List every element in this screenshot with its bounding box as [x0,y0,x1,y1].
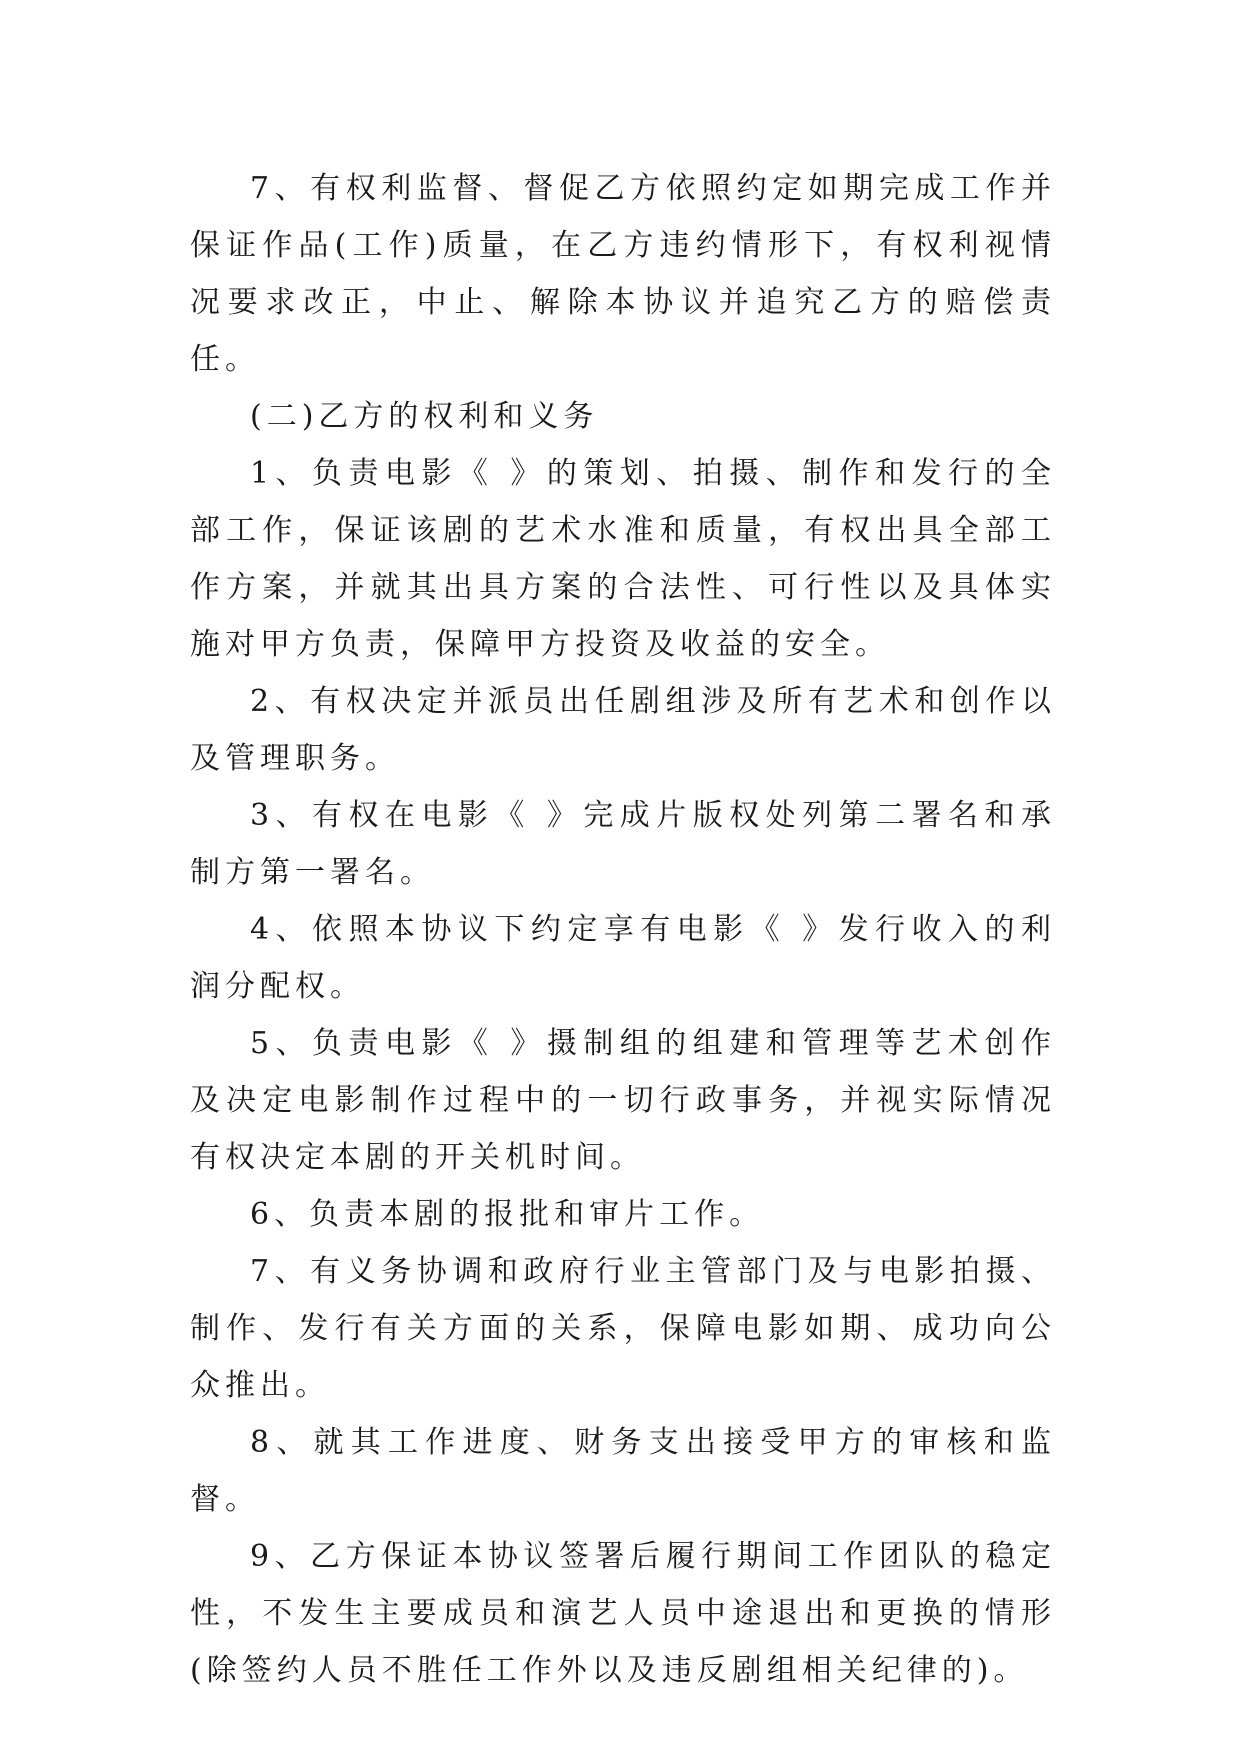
paragraph-b4-profit: 4、依照本协议下约定享有电影《 》发行收入的利润分配权。 [190,912,1056,1004]
paragraph-b9-team-stability: 9、乙方保证本协议签署后履行期间工作团队的稳定性，不发生主要成员和演艺人员中途退出和更换的情形(除签约人员不胜任工作外以及违反剧组相关纪律的)。 [190,1539,1056,1688]
paragraph-b7-coordination: 7、有义务协调和政府行业主管部门及与电影拍摄、制作、发行有关方面的关系，保障电影如期、成功向公众推出。 [190,1254,1056,1403]
section-heading-party-b: (二)乙方的权利和义务 [250,399,599,434]
document-body [190,160,1056,1699]
paragraph-b2-staffing: 2、有权决定并派员出任剧组涉及所有艺术和创作以及管理职务。 [190,684,1056,776]
paragraph-b1-production: 1、负责电影《 》的策划、拍摄、制作和发行的全部工作，保证该剧的艺术水准和质量，有权出具全部工作方案，并就其出具方案的合法性、可行性以及具体实施对甲方负责，保障甲方投资及收益的安全。 [190,456,1056,662]
paragraph-b5-crew: 5、负责电影《 》摄制组的组建和管理等艺术创作及决定电影制作过程中的一切行政事务，并视实际情况有权决定本剧的开关机时间。 [190,1026,1056,1175]
paragraph-b8-audit: 8、就其工作进度、财务支出接受甲方的审核和监督。 [190,1425,1056,1517]
paragraph-b3-credits: 3、有权在电影《 》完成片版权处列第二署名和承制方第一署名。 [190,798,1056,890]
paragraph-a7-supervision: 7、有权利监督、督促乙方依照约定如期完成工作并保证作品(工作)质量，在乙方违约情形下，有权利视情况要求改正，中止、解除本协议并追究乙方的赔偿责任。 [190,171,1056,377]
paragraph-b6-approval: 6、负责本剧的报批和审片工作。 [250,1197,765,1232]
